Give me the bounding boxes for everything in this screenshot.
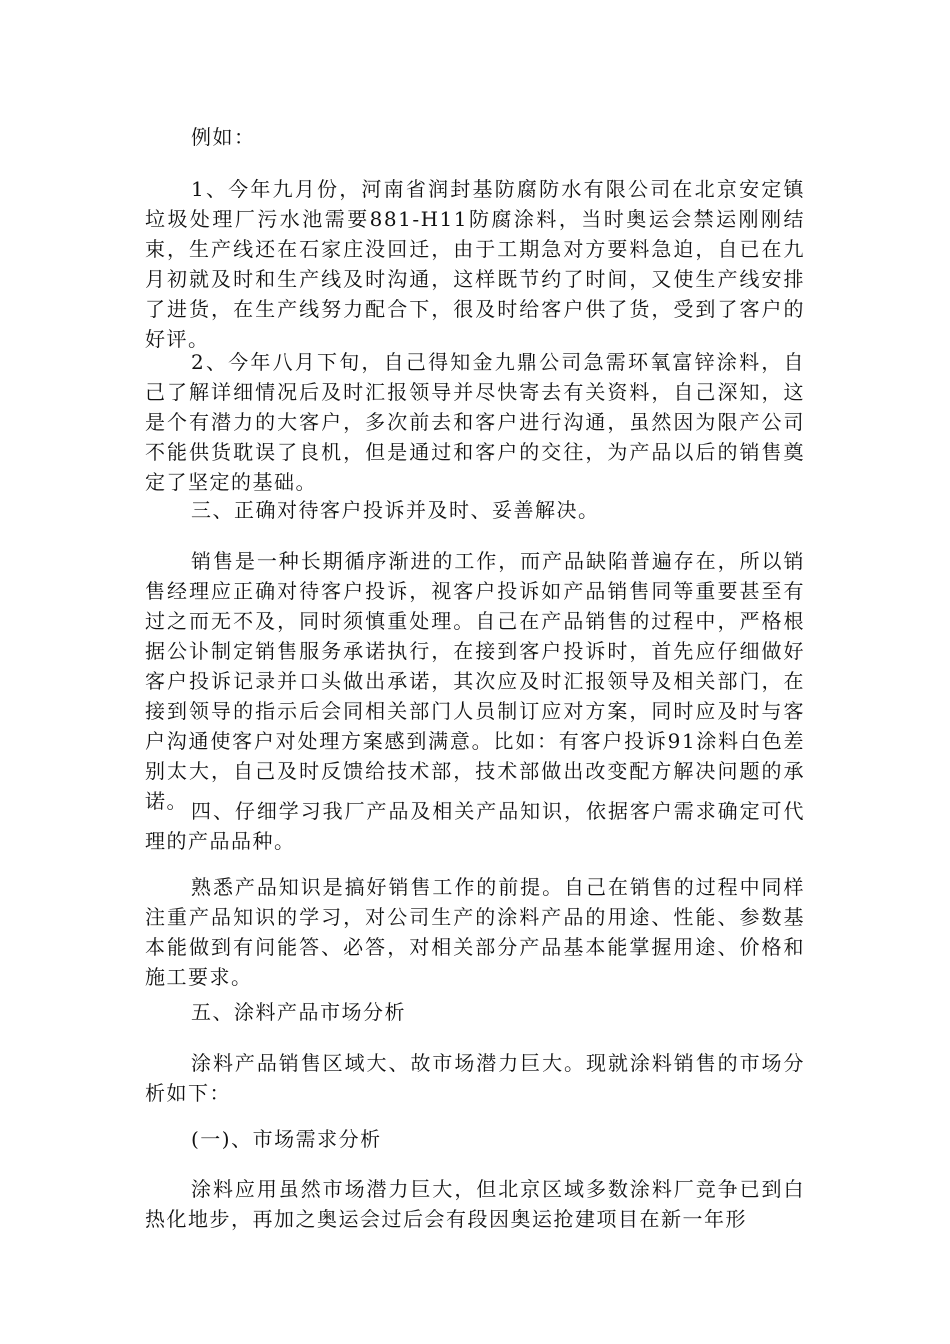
paragraph-example-1: 1、今年九月份，河南省润封基防腐防水有限公司在北京安定镇垃圾处理厂污水池需要881-H11防腐涂料，当时奥运会禁运刚刚结束，生产线还在石家庄没回迁，由于工期急对方要料急迫，自已在九月初就及时和生产线及时沟通，这样既节约了时间，又使生产线安排了进货，在生产线努力配合下，很及时给客户供了货，受到了客户的好评。 [145,177,805,351]
paragraph-product-knowledge: 熟悉产品知识是搞好销售工作的前提。自己在销售的过程中同样注重产品知识的学习，对公司生产的涂料产品的用途、性能、参数基本能做到有问能答、必答，对相关部分产品基本能掌握用途、价格和施工要求。 [145,875,805,989]
paragraph-example-intro: 例如： [191,125,256,149]
paragraph-example-2: 2、今年八月下旬，自己得知金九鼎公司急需环氧富锌涂料，自己了解详细情况后及时汇报领导并尽快寄去有关资料，自己深知，这是个有潜力的大客户，多次前去和客户进行沟通，虽然因为限产公司不能供货耽误了良机，但是通过和客户的交往，为产品以后的销售奠定了坚定的基础。 [145,350,805,494]
heading-section-4: 四、仔细学习我厂产品及相关产品知识，依据客户需求确定可代理的产品品种。 [145,799,805,853]
heading-subsection-1: (一)、市场需求分析 [191,1127,382,1151]
paragraph-complaints: 销售是一种长期循序渐进的工作，而产品缺陷普遍存在，所以销售经理应正确对待客户投诉，视客户投诉如产品销售同等重要甚至有过之而无不及，同时须慎重处理。自己在产品销售的过程中，严格根据公讣制定销售服务承诺执行，在接到客户投诉时，首先应仔细做好客户投诉记录并口头做出承诺，其次应及时汇报领导及相关部门，在接到领导的指示后会同相关部门人员制订应对方案，同时应及时与客户沟通使客户对处理方案感到满意。比如：有客户投诉91涂料白色差别太大，自己及时反馈给技术部，技术部做出改变配方解决问题的承诺。 [145,549,805,813]
paragraph-market-demand: 涂料应用虽然市场潜力巨大，但北京区域多数涂料厂竞争已到白热化地步，再加之奥运会过后会有段因奥运抢建项目在新一年形 [145,1177,805,1231]
paragraph-market-intro: 涂料产品销售区域大、故市场潜力巨大。现就涂料销售的市场分析如下： [145,1051,805,1105]
heading-section-5: 五、涂料产品市场分析 [191,1000,406,1024]
heading-section-3: 三、正确对待客户投诉并及时、妥善解决。 [191,498,600,522]
